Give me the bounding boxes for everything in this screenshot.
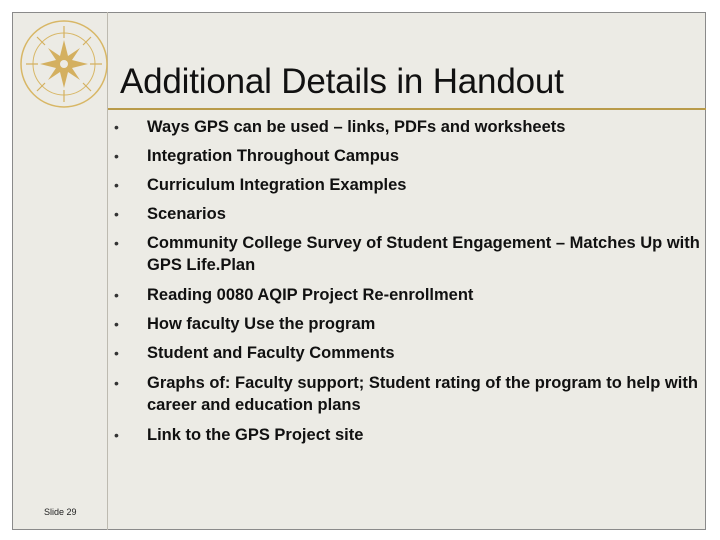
bullet-item (114, 116, 700, 138)
state-seal-icon (18, 18, 110, 110)
bullet-glyph: • (114, 177, 119, 193)
bullet-glyph: • (114, 427, 119, 443)
title-underline (108, 108, 706, 110)
bullet-glyph: • (114, 235, 119, 251)
bullet-text: Ways GPS can be used – links, PDFs and worksheets (147, 118, 566, 136)
bullet-text: Reading 0080 AQIP Project Re-enrollment (147, 286, 474, 304)
bullet-glyph: • (114, 206, 119, 222)
bullet-item (114, 232, 700, 276)
bullet-text: Student and Faculty Comments (147, 344, 395, 362)
bullet-glyph: • (114, 287, 119, 303)
slide-title: Additional Details in Handout (120, 62, 564, 101)
bullet-list (114, 116, 700, 453)
bullet-text: Community College Survey of Student Engagement – Matches Up with GPS Life.Plan (147, 234, 700, 274)
bullet-text: Link to the GPS Project site (147, 426, 364, 444)
bullet-glyph: • (114, 345, 119, 361)
bullet-item (114, 424, 700, 446)
bullet-glyph: • (114, 148, 119, 164)
bullet-item (114, 174, 700, 196)
bullet-item (114, 203, 700, 225)
bullet-item (114, 372, 700, 416)
slide-number: Slide 29 (44, 507, 77, 517)
bullet-text: Integration Throughout Campus (147, 147, 400, 165)
bullet-item (114, 145, 700, 167)
bullet-text: Scenarios (147, 205, 226, 223)
bullet-text: Curriculum Integration Examples (147, 176, 407, 194)
bullet-glyph: • (114, 316, 119, 332)
bullet-text: How faculty Use the program (147, 315, 376, 333)
bullet-item (114, 284, 700, 306)
bullet-text: Graphs of: Faculty support; Student rating of the program to help with career and education plans (147, 374, 698, 414)
bullet-glyph: • (114, 375, 119, 391)
bullet-item (114, 313, 700, 335)
bullet-glyph: • (114, 119, 119, 135)
bullet-item (114, 342, 700, 364)
